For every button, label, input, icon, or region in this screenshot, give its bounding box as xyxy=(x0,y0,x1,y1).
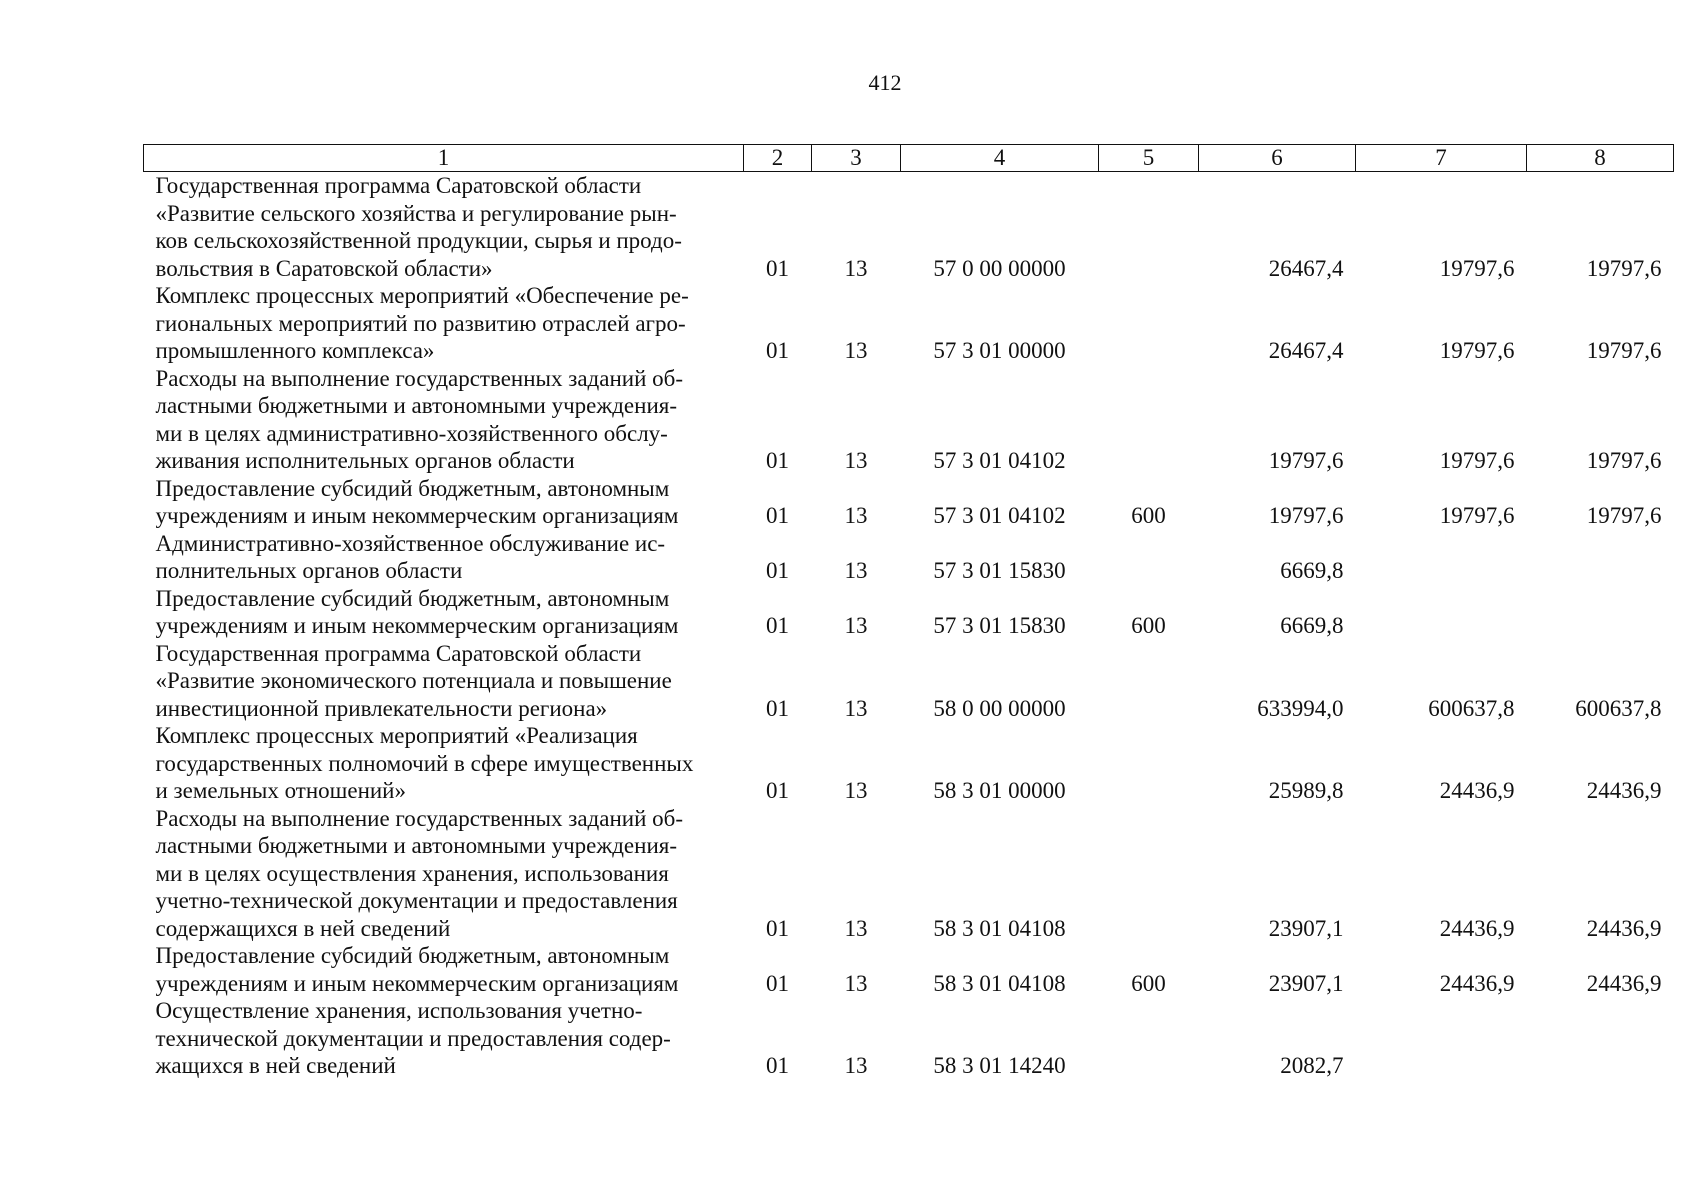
amount-col-8 xyxy=(1527,530,1674,585)
amount-col-8: 19797,6 xyxy=(1586,338,1662,363)
description-line: вольствия в Саратовской области» xyxy=(155,255,493,281)
row-description xyxy=(144,640,744,723)
row-description xyxy=(144,805,744,943)
amount-col-7: 19797,6 xyxy=(1439,448,1515,473)
subsection-code: 13 xyxy=(844,613,868,638)
description-line: Предоставление субсидий бюджетным, автономным xyxy=(155,585,670,611)
amount-col-8: 24436,9 xyxy=(1586,915,1662,941)
table-row xyxy=(144,997,1674,1080)
amount-col-6: 23907,1 xyxy=(1268,970,1344,996)
description-line: Предоставление субсидий бюджетным, автономным xyxy=(155,943,670,968)
table-row xyxy=(144,365,1674,475)
expense-type-code: 600 xyxy=(1131,503,1166,528)
subsection-code: 13 xyxy=(844,255,868,281)
amount-col-7: 24436,9 xyxy=(1439,915,1515,941)
amount-col-6: 26467,4 xyxy=(1268,255,1344,281)
table-row xyxy=(144,475,1674,530)
amount-col-6: 19797,6 xyxy=(1268,448,1344,473)
description-line: Осуществление хранения, использования учетно- xyxy=(155,998,643,1023)
subsection-code: 13 xyxy=(844,915,868,941)
subsection-code: 13 xyxy=(844,338,868,363)
target-article-code: 58 0 00 00000 xyxy=(933,695,1066,721)
target-article-code: 58 3 01 04108 xyxy=(933,970,1066,996)
amount-col-7: 19797,6 xyxy=(1439,338,1515,363)
amount-col-6: 6669,8 xyxy=(1280,558,1344,583)
subsection-code: 13 xyxy=(844,1053,868,1078)
amount-col-8: 24436,9 xyxy=(1586,970,1662,996)
column-header: 7 xyxy=(1356,145,1527,172)
description-line: учреждениям и иным некоммерческим организациям xyxy=(155,970,679,996)
section-code: 01 xyxy=(766,338,789,363)
description-line: Административно-хозяйственное обслуживание ис- xyxy=(155,530,666,556)
subsection-code: 13 xyxy=(844,695,868,721)
table-row xyxy=(144,282,1674,365)
description-line: полнительных органов области xyxy=(155,558,463,583)
expense-type-code xyxy=(1099,365,1199,475)
subsection-code: 13 xyxy=(844,448,868,473)
row-description xyxy=(144,722,744,805)
expense-type-code xyxy=(1099,805,1199,943)
table-row xyxy=(144,530,1674,585)
amount-col-8 xyxy=(1527,997,1674,1080)
description-line: Государственная программа Саратовской области xyxy=(155,173,642,198)
amount-col-7: 19797,6 xyxy=(1439,503,1515,528)
amount-col-8: 19797,6 xyxy=(1586,448,1662,473)
amount-col-8: 24436,9 xyxy=(1586,778,1662,803)
section-code: 01 xyxy=(766,915,789,941)
table-row xyxy=(144,722,1674,805)
column-header: 6 xyxy=(1199,145,1356,172)
amount-col-6: 19797,6 xyxy=(1268,503,1344,528)
expense-type-code xyxy=(1099,172,1199,283)
expense-type-code xyxy=(1099,722,1199,805)
page-number: 412 xyxy=(868,70,902,95)
row-description xyxy=(144,530,744,585)
description-line: «Развитие экономического потенциала и повышение xyxy=(155,668,672,693)
table-row xyxy=(144,805,1674,943)
description-line: ластными бюджетными и автономными учреждения- xyxy=(155,833,677,858)
row-description xyxy=(144,585,744,640)
target-article-code: 57 0 00 00000 xyxy=(933,255,1066,281)
amount-col-8: 600637,8 xyxy=(1575,695,1662,721)
description-line: Расходы на выполнение государственных заданий об- xyxy=(155,365,683,391)
target-article-code: 58 3 01 04108 xyxy=(933,915,1066,941)
budget-table xyxy=(143,144,1674,1080)
description-line: инвестиционной привлекательности региона» xyxy=(155,695,608,721)
target-article-code: 58 3 01 00000 xyxy=(933,778,1066,803)
table-row xyxy=(144,640,1674,723)
description-line: промышленного комплекса» xyxy=(155,338,435,363)
description-line: учреждениям и иным некоммерческим организациям xyxy=(155,503,679,528)
amount-col-7 xyxy=(1356,585,1527,640)
description-line: и земельных отношений» xyxy=(155,778,406,803)
amount-col-7: 24436,9 xyxy=(1439,970,1515,996)
section-code: 01 xyxy=(766,558,789,583)
description-line: ков сельскохозяйственной продукции, сырья и продо- xyxy=(155,228,682,253)
column-header: 5 xyxy=(1099,145,1199,172)
amount-col-6: 25989,8 xyxy=(1268,778,1344,803)
amount-col-6: 26467,4 xyxy=(1268,338,1344,363)
target-article-code: 57 3 01 04102 xyxy=(933,448,1066,473)
amount-col-7 xyxy=(1356,997,1527,1080)
description-line: гиональных мероприятий по развитию отраслей агро- xyxy=(155,310,686,336)
amount-col-7: 600637,8 xyxy=(1428,695,1515,721)
description-line: живания исполнительных органов области xyxy=(155,448,575,473)
amount-col-8: 19797,6 xyxy=(1586,255,1662,281)
table-body xyxy=(144,172,1674,1080)
expense-type-code xyxy=(1099,282,1199,365)
row-description xyxy=(144,997,744,1080)
amount-col-8 xyxy=(1527,585,1674,640)
section-code: 01 xyxy=(766,448,789,473)
amount-col-7: 19797,6 xyxy=(1439,255,1515,281)
row-description xyxy=(144,282,744,365)
column-header: 3 xyxy=(812,145,901,172)
subsection-code: 13 xyxy=(844,970,868,996)
description-line: Расходы на выполнение государственных заданий об- xyxy=(155,805,683,831)
table-header xyxy=(144,145,1674,172)
subsection-code: 13 xyxy=(844,778,868,803)
table-row xyxy=(144,172,1674,283)
amount-col-6: 633994,0 xyxy=(1257,695,1344,721)
subsection-code: 13 xyxy=(844,503,868,528)
description-line: технической документации и предоставления содер- xyxy=(155,1025,671,1051)
section-code: 01 xyxy=(766,503,789,528)
target-article-code: 57 3 01 15830 xyxy=(933,558,1066,583)
amount-col-8: 19797,6 xyxy=(1586,503,1662,528)
column-header: 1 xyxy=(144,145,744,172)
row-description xyxy=(144,365,744,475)
description-line: Государственная программа Саратовской области xyxy=(155,640,642,666)
expense-type-code: 600 xyxy=(1131,970,1166,996)
description-line: государственных полномочий в сфере имущественных xyxy=(155,750,694,776)
section-code: 01 xyxy=(766,970,789,996)
amount-col-6: 23907,1 xyxy=(1268,915,1344,941)
description-line: жащихся в ней сведений xyxy=(155,1053,396,1078)
amount-col-6: 6669,8 xyxy=(1280,613,1344,638)
description-line: «Развитие сельского хозяйства и регулирование рын- xyxy=(155,200,677,226)
expense-type-code xyxy=(1099,997,1199,1080)
row-description xyxy=(144,942,744,997)
section-code: 01 xyxy=(766,695,789,721)
description-line: ми в целях осуществления хранения, использования xyxy=(155,860,669,886)
expense-type-code xyxy=(1099,640,1199,723)
expense-type-code: 600 xyxy=(1131,613,1166,638)
column-header: 2 xyxy=(744,145,812,172)
section-code: 01 xyxy=(766,1053,789,1078)
table-row xyxy=(144,585,1674,640)
table-row xyxy=(144,942,1674,997)
amount-col-7 xyxy=(1356,530,1527,585)
description-line: ластными бюджетными и автономными учреждения- xyxy=(155,393,677,418)
description-line: учетно-технической документации и предоставления xyxy=(155,888,678,913)
section-code: 01 xyxy=(766,778,789,803)
description-line: Комплекс процессных мероприятий «Обеспечение ре- xyxy=(155,283,689,308)
target-article-code: 57 3 01 04102 xyxy=(933,503,1066,528)
description-line: содержащихся в ней сведений xyxy=(155,915,451,941)
header-row xyxy=(144,145,1674,172)
target-article-code: 57 3 01 00000 xyxy=(933,338,1066,363)
description-line: Предоставление субсидий бюджетным, автономным xyxy=(155,475,670,501)
section-code: 01 xyxy=(766,255,789,281)
column-header: 4 xyxy=(901,145,1099,172)
description-line: учреждениям и иным некоммерческим организациям xyxy=(155,613,679,638)
target-article-code: 58 3 01 14240 xyxy=(933,1053,1066,1078)
description-line: ми в целях административно-хозяйственного обслу- xyxy=(155,420,668,446)
subsection-code: 13 xyxy=(844,558,868,583)
row-description xyxy=(144,475,744,530)
column-header: 8 xyxy=(1527,145,1674,172)
target-article-code: 57 3 01 15830 xyxy=(933,613,1066,638)
expense-type-code xyxy=(1099,530,1199,585)
description-line: Комплекс процессных мероприятий «Реализация xyxy=(155,723,638,748)
amount-col-6: 2082,7 xyxy=(1280,1053,1344,1078)
section-code: 01 xyxy=(766,613,789,638)
row-description xyxy=(144,172,744,283)
amount-col-7: 24436,9 xyxy=(1439,778,1515,803)
